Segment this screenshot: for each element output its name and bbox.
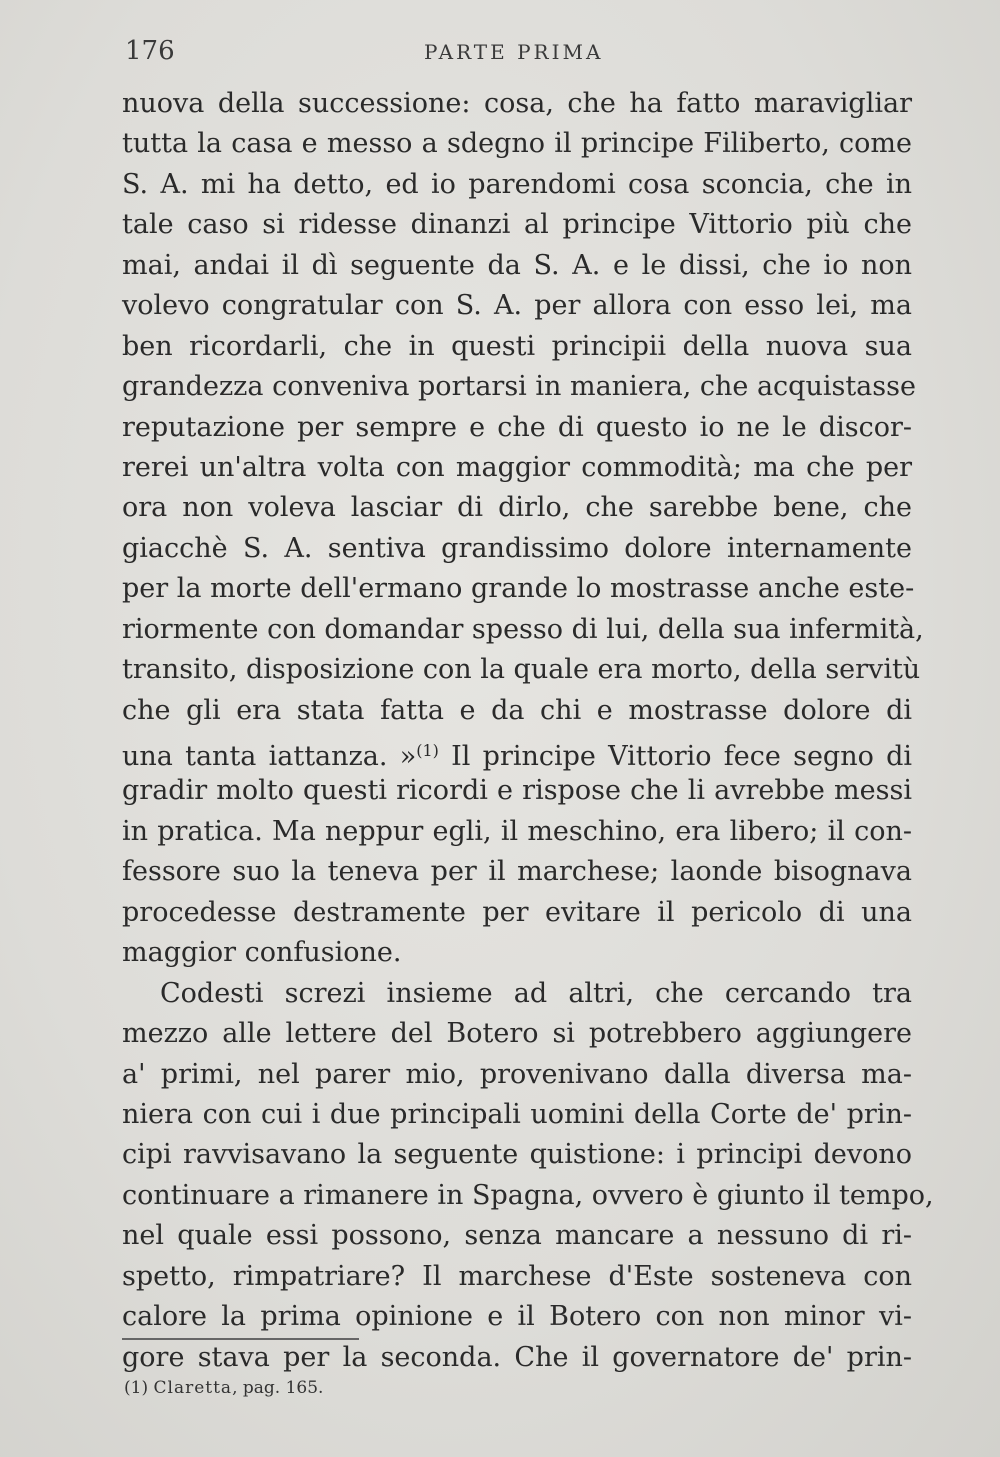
text-line: S. A. mi ha detto, ed io parendomi cosa sconcia, che in xyxy=(122,168,912,200)
text-line-with-footnote-ref xyxy=(122,731,912,771)
text-segment: Il principe Vittorio fece segno di xyxy=(438,741,913,772)
text-line: rerei un'altra volta con maggior commodità; ma che per xyxy=(122,451,912,483)
text-line: cipi ravvisavano la seguente quistione: i principi devono xyxy=(122,1139,912,1171)
body-text xyxy=(122,84,934,1378)
text-line: transito, disposizione con la quale era morto, della servitù xyxy=(122,654,921,686)
text-line: calore la prima opinione e il Botero con non minor vi- xyxy=(122,1301,912,1333)
text-line: mezzo alle lettere del Botero si potrebbero aggiungere xyxy=(122,1018,912,1050)
footnote-marker: (1) xyxy=(124,1378,149,1398)
text-line: per la morte dell'ermano grande lo mostrasse anche este- xyxy=(122,573,915,605)
page-header xyxy=(0,30,1000,70)
footnote-reference[interactable]: (1) xyxy=(416,741,439,760)
text-line: continuare a rimanere in Spagna, ovvero è giunto il tempo, xyxy=(122,1179,934,1211)
text-line: spetto, rimpatriare? Il marchese d'Este sosteneva con xyxy=(122,1260,912,1292)
paragraph-1 xyxy=(122,84,924,731)
text-line: riormente con domandar spesso di lui, della sua infermità, xyxy=(122,613,924,645)
text-line: tale caso si ridesse dinanzi al principe Vittorio più che xyxy=(122,209,912,241)
text-line: reputazione per sempre e che di questo io ne le discor- xyxy=(122,411,912,443)
footnote-separator xyxy=(122,1338,359,1340)
text-line: nel quale essi possono, senza mancare a nessuno di ri- xyxy=(122,1220,912,1252)
running-title: PARTE PRIMA xyxy=(424,40,604,64)
text-line: gore stava per la seconda. Che il governatore de' prin- xyxy=(122,1341,912,1373)
text-line: grandezza conveniva portarsi in maniera, che acquistasse xyxy=(122,371,916,403)
text-line: mai, andai il dì seguente da S. A. e le dissi, che io non xyxy=(122,249,912,281)
text-line: che gli era stata fatta e da chi e mostrasse dolore di xyxy=(122,694,912,726)
footnote-author: Claretta xyxy=(153,1378,233,1398)
text-line: procedesse destramente per evitare il pericolo di una xyxy=(122,896,912,928)
text-line: ora non voleva lasciar di dirlo, che sarebbe bene, che xyxy=(122,492,912,524)
text-line: giacchè S. A. sentiva grandissimo dolore internamente xyxy=(122,532,912,564)
paragraph-2 xyxy=(122,974,934,1378)
text-line: a' primi, nel parer mio, provenivano dalla diversa ma- xyxy=(122,1058,912,1090)
text-line: gradir molto questi ricordi e rispose che li avrebbe messi xyxy=(122,775,912,807)
text-line: Codesti screzi insieme ad altri, che cercando tra xyxy=(160,977,912,1009)
text-line: fessore suo la teneva per il marchese; laonde bisognava xyxy=(122,856,912,888)
text-line: tutta la casa e messo a sdegno il principe Filiberto, come xyxy=(122,128,912,160)
text-line: ben ricordarli, che in questi principii della nuova sua xyxy=(122,330,912,362)
text-line: nuova della successione: cosa, che ha fatto maravigliar xyxy=(122,88,912,119)
text-segment: una tanta iattanza. » xyxy=(122,741,417,772)
text-line: in pratica. Ma neppur egli, il meschino, era libero; il con- xyxy=(122,815,912,847)
page-number: 176 xyxy=(125,36,175,66)
text-line: niera con cui i due principali uomini della Corte de' prin- xyxy=(122,1098,912,1130)
text-line: volevo congratular con S. A. per allora con esso lei, ma xyxy=(122,290,912,322)
footnote-page-ref: , pag. 165. xyxy=(232,1378,324,1398)
paragraph-1-continued xyxy=(122,771,912,973)
text-line: maggior confusione. xyxy=(122,937,402,969)
footnote xyxy=(124,1378,323,1398)
